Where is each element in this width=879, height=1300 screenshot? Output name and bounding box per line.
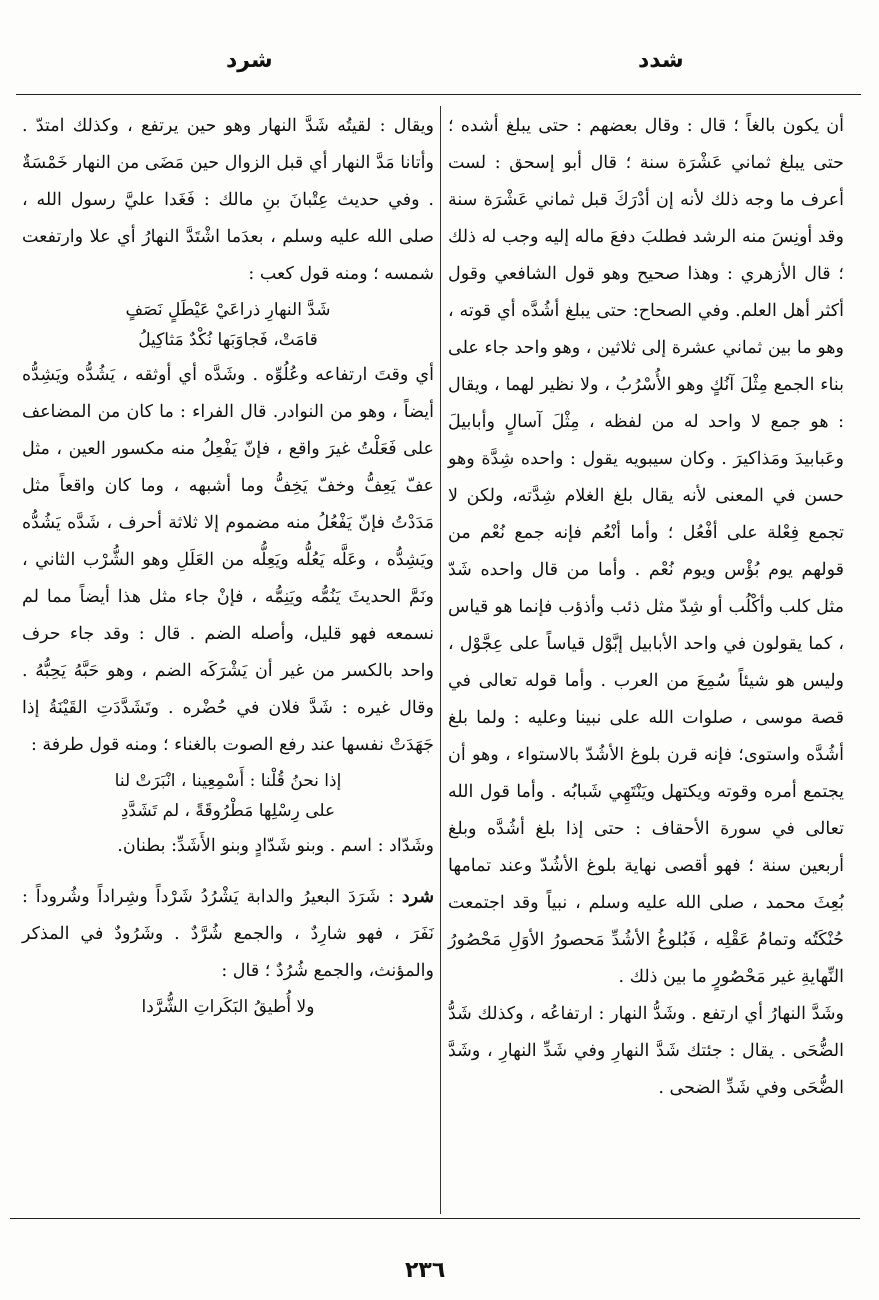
entry-sharad xyxy=(22,879,434,990)
top-rule xyxy=(16,94,861,95)
verse-tarafa xyxy=(22,766,434,826)
bottom-rule xyxy=(10,1218,860,1219)
header-root-left: شرد xyxy=(226,48,273,73)
verse-line: قامَتْ، فَجاوَبَها نُكْدٌ مَثاكِيلُ xyxy=(138,330,318,350)
left-paragraph-1: ويقال : لقيتُه شَدَّ النهار وهو حين يرتفع ، وكذلك امتدّ . وأتانا مَدَّ النهار أي قبل الزوال حين مَضَى من النهار خَمْسَةٌ . وفي حديث عِتْبانَ بنِ مالك : فَغَدا عليَّ رسول الله ، صلى الله عليه وسلم ، بعدَما اشْتَدَّ النهارُ أي علا وارتفعت شمسه ؛ ومنه قول كعب : xyxy=(22,116,434,284)
left-column xyxy=(22,108,434,1024)
verse-sharad xyxy=(22,992,434,1022)
right-column xyxy=(448,108,844,1107)
right-paragraph-2: وشَدَّ النهارُ أي ارتفع . وشَدُّ النهار : ارتفاعُه ، وكذلك شَدُّ الضُّحَى . يقال : جئتك شَدَّ النهارِ وفي شَدِّ النهارِ ، وشَدَّ الضُّحَى وفي شَدِّ الضحى . xyxy=(448,1004,844,1098)
entry-gap xyxy=(22,865,434,879)
left-paragraph-3: وشَدّاد : اسم . وبنو شَدّادٍ وبنو الأَشَدِّ: بطنان. xyxy=(117,836,434,856)
right-paragraph-1: أن يكون بالغاً ؛ قال : وقال بعضهم : حتى يبلغ أشده ؛ حتى يبلغ ثماني عَشْرَة سنة ؛ قال أبو إسحق : لست أعرف ما وجه ذلك لأنه إن أدْرَكَ قبل ثماني عَشْرَة سنة وقد أونِسَ منه الرشد فطلبَ دفعَ ماله إليه وجب له ذلك ؛ قال الأزهري : وهذا صحيح وهو قول الشافعي وقول أكثر أهل العلم. وفي الصحاح: حتى يبلغ أشُدَّه أي قوته ، وهو ما بين ثماني عشرة إلى ثلاثين ، وهو واحد جاء على بناء الجمع مِثْلَ آنُكٍ وهو الأُسْرُبُ ، ولا نظير لهما ، ويقال : هو جمع لا واحد له من لفظه ، مِثْلَ آسالٍ وأبابيلَ وعَبابيدَ ومَذاكيرَ . وكان سيبويه يقول : واحده شِدَّة وهو حسن في المعنى لأنه يقال بلغ الغلام شِدَّته، ولكن لا تجمع فِعْلة على أفْعُل ؛ وأما أنْعُم فإنه جمع نُعْم من قولهم يوم بُؤْس ويوم نُعْم . وأما من قال واحده شَدّ مثل كلب وأكْلُب أو شِدّ مثل ذئب وأذؤب فإنما هو قياس ، كما يقولون في واحد الأبابيل إبَّوْل قياساً على عِجَّوْل ، وليس هو شيئاً سُمِعَ من العرب . وأما قوله تعالى في قصة موسى ، صلوات الله على نبينا وعليه : ولما بلغ أشُدَّه واستوى؛ فإنه قرن بلوغ الأشُدّ بالاستواء ، وهو أن يجتمع أمره وقوته ويكتهل ويَنْتَهِي شَبابُه . وأما قول الله تعالى في سورة الأحقاف : حتى إذا بلغ أشُدَّه وبلغ أربعين سنة ؛ فهو أقصى نهاية بلوغ الأشُدّ وعند تمامها بُعِثَ محمد ، صلى الله عليه وسلم ، نبياً وقد اجتمعت حُنْكَتُه وتمامُ عَقْلِه ، فَبُلوغُ الأشُدِّ مَحصورُ الأوَلِ مَحْصُورُ النِّهايةِ غير مَحْصُورٍ ما بين ذلك . xyxy=(448,116,844,987)
entry-body: : شَرَدَ البعيرُ والدابة يَشْرُدُ شَرْداً وشِراداً وشُروداً : نَفَرَ ، فهو شارِدٌ ، والجمع شُرَّدٌ . وشَرُودٌ في المذكر والمؤنث، والجمع شُرُدٌ ؛ قال : xyxy=(22,887,434,981)
verse-kaab xyxy=(22,295,434,355)
verse-line: على رِسْلِها مَطْرُوقَةً ، لم تَشَدَّدِ xyxy=(120,801,336,821)
header-root-right: شدد xyxy=(638,48,684,73)
entry-headword: شرد xyxy=(401,887,434,907)
verse-line: شَدَّ النهارِ ذراعَيْ عَيْطَلٍ نَصَفٍ xyxy=(125,300,331,320)
column-separator xyxy=(440,106,441,1214)
verse-line: إذا نحنُ قُلْنا : أَسْمِعِينا ، انْبَرَتْ لنا xyxy=(114,771,342,791)
left-paragraph-2: أي وقتَ ارتفاعه وعُلُوِّه . وشَدَّه أي أوثقه ، يَشُدُّه ويَشِدُّه أيضاً ، وهو من النوادر. قال الفراء : ما كان من المضاعف على فَعَلْتُ غيرَ واقع ، فإنّ يَفْعِلُ منه مكسور العين ، مثل عفّ يَعِفُّ وخفّ يَخِفُّ وما أشبهه ، وما كان واقعاً مثل مَدَدْتُ فإنّ يَفْعُلُ منه مضموم إلا ثلاثة أحرف ، شَدَّه يَشُدُّه ويَشِدُّه ، وعَلَّه يَعُلُّه ويَعِلُّه من العَلَلِ وهو الشُّرْب الثاني ، ونَمَّ الحديثَ يَنُمُّه ويَنِمُّه ، فإنْ جاء مثل هذا أيضاً مما لم نسمعه فهو قليل، وأصله الضم . قال : وقد جاء حرف واحد بالكسر من غير أن يَشْرَكَه الضم ، وهو حَبَّهُ يَحِبُّهُ . وقال غيره : شَدَّ فلان في حُضْره . وتَشَدَّدَتِ القَيْنَةُ إذا جَهَدَتْ نفسها عند رفع الصوت بالغناء ؛ ومنه قول طرفة : xyxy=(22,365,434,755)
page-number: ٢٣٦ xyxy=(405,1258,446,1283)
verse-line: ولا أُطيقُ البَكَراتِ الشُّرَّدا xyxy=(141,997,315,1017)
